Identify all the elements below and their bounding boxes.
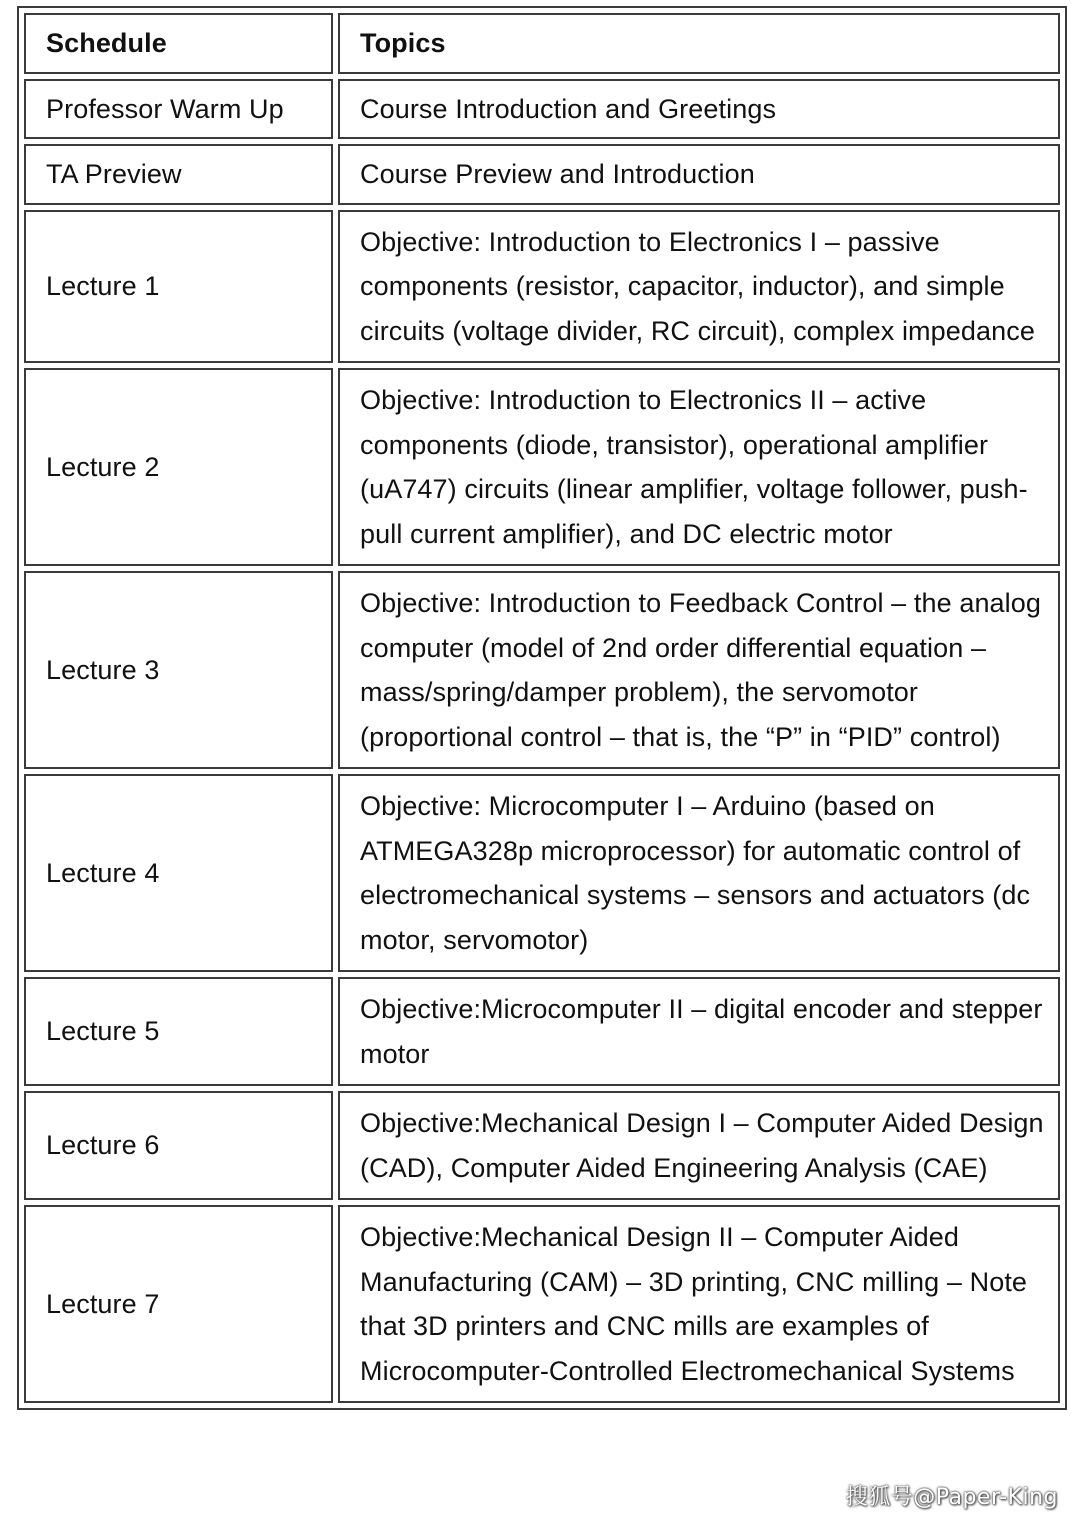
schedule-cell: Lecture 7 xyxy=(24,1205,333,1403)
schedule-cell: Lecture 4 xyxy=(24,774,333,972)
column-header-topics: Topics xyxy=(338,13,1060,74)
table-row xyxy=(24,79,1060,140)
schedule-cell: Lecture 5 xyxy=(24,977,333,1086)
column-header-schedule: Schedule xyxy=(24,13,333,74)
schedule-cell: Lecture 3 xyxy=(24,571,333,769)
table-row xyxy=(24,1205,1060,1403)
table-row xyxy=(24,774,1060,972)
topic-cell: Objective: Microcomputer I – Arduino (based on ATMEGA328p microprocessor) for automatic control of electromechanical systems – sensors and actuators (dc motor, servomotor) xyxy=(338,774,1060,972)
topic-cell: Course Introduction and Greetings xyxy=(338,79,1060,140)
topic-cell: Objective:Mechanical Design I – Computer Aided Design (CAD), Computer Aided Engineering Analysis (CAE) xyxy=(338,1091,1060,1200)
table-row xyxy=(24,571,1060,769)
topic-cell: Objective:Mechanical Design II – Computer Aided Manufacturing (CAM) – 3D printing, CNC milling – Note that 3D printers and CNC mills are examples of Microcomputer-Controlled Electromechanical Systems xyxy=(338,1205,1060,1403)
topic-cell: Objective: Introduction to Electronics II – active components (diode, transistor), operational amplifier (uA747) circuits (linear amplifier, voltage follower, push-pull current amplifier), and DC electric motor xyxy=(338,368,1060,566)
schedule-cell: TA Preview xyxy=(24,144,333,205)
table-row xyxy=(24,1091,1060,1200)
schedule-cell: Lecture 6 xyxy=(24,1091,333,1200)
watermark: 搜狐号@Paper-King xyxy=(845,1485,1058,1510)
table-row xyxy=(24,210,1060,364)
table-header-row xyxy=(24,13,1060,74)
topic-cell: Course Preview and Introduction xyxy=(338,144,1060,205)
topic-cell: Objective: Introduction to Electronics I – passive components (resistor, capacitor, inductor), and simple circuits (voltage divider, RC circuit), complex impedance xyxy=(338,210,1060,364)
table-row xyxy=(24,368,1060,566)
schedule-cell: Lecture 2 xyxy=(24,368,333,566)
schedule-table xyxy=(17,6,1067,1410)
schedule-cell: Professor Warm Up xyxy=(24,79,333,140)
topic-cell: Objective:Microcomputer II – digital encoder and stepper motor xyxy=(338,977,1060,1086)
table-row xyxy=(24,977,1060,1086)
table-row xyxy=(24,144,1060,205)
topic-cell: Objective: Introduction to Feedback Control – the analog computer (model of 2nd order differential equation – mass/spring/damper problem), the servomotor (proportional control – that is, the “P” in “PID” control) xyxy=(338,571,1060,769)
schedule-cell: Lecture 1 xyxy=(24,210,333,364)
